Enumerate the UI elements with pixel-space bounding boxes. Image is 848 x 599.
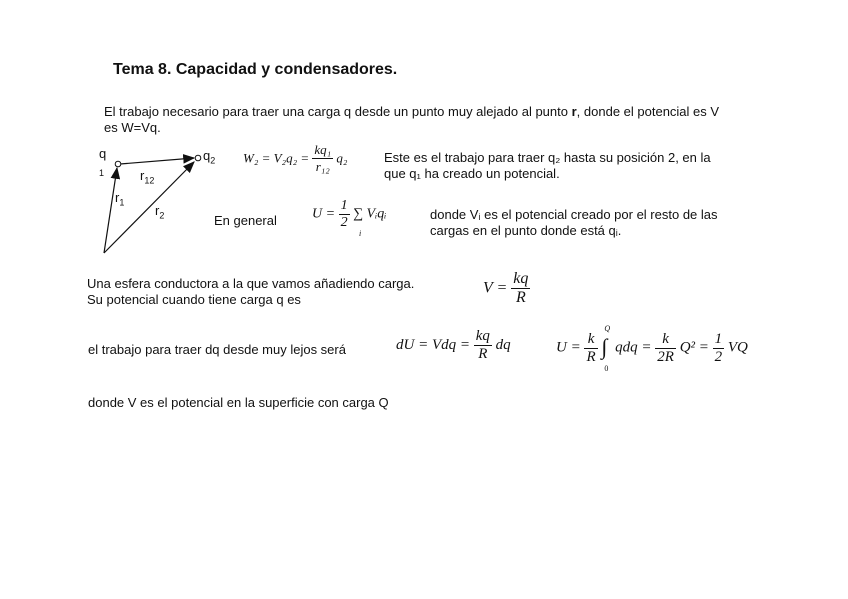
r12-arrow <box>120 158 194 164</box>
eq-uint-end: VQ <box>727 339 748 356</box>
page-title: Tema 8. Capacidad y condensadores. <box>113 61 398 78</box>
eq-w2-den: r₁₂ <box>315 159 330 174</box>
diagram-one-label: 1 <box>99 168 105 178</box>
diagram-q2-label: $q_2$ <box>203 148 216 166</box>
diagram-r12-label: $r_{12}$ <box>140 168 155 186</box>
general-label: En general <box>214 213 277 228</box>
eq-u-sub: i <box>359 229 362 238</box>
note2-line-2: cargas en el punto donde está qᵢ. <box>430 223 622 238</box>
eq-du-rhs: dq <box>495 337 511 353</box>
eq-uint-f2-num: k <box>655 331 676 349</box>
equation-du <box>396 328 511 363</box>
eq-w2-num: kq₁ <box>314 142 332 157</box>
eq-du-fraction <box>474 328 492 363</box>
integral-upper-limit: Q <box>604 324 611 333</box>
intro-line-2: es W=Vq. <box>104 120 161 135</box>
diagram-q-label: q <box>99 146 107 161</box>
equation-u-integral <box>556 324 748 373</box>
eq-u-fraction <box>339 198 350 231</box>
r1-arrow <box>104 168 117 253</box>
eq-w2-rhs: q₂ <box>336 150 348 166</box>
note1-line-2: que q₁ ha creado un potencial. <box>384 166 560 181</box>
eq-uint-f1-num: k <box>584 331 597 349</box>
eq-v-lhs: V = <box>483 279 508 297</box>
eq-du-den: R <box>478 346 488 362</box>
eq-uint-f3-den: 2 <box>714 348 723 365</box>
eq-uint-mid: Q² = <box>679 339 709 356</box>
eq-uint-lhs: U = <box>556 339 581 356</box>
diagram-r2-label: $r_2$ <box>155 203 165 221</box>
integral-lower-limit: 0 <box>604 364 609 373</box>
intro-text: El trabajo necesario para traer una carga q desde un punto muy alejado al punto <box>104 104 568 119</box>
eq-u-rhs: ∑ Vᵢqᵢ <box>353 206 387 222</box>
eq-uint-f3-num: 1 <box>714 330 723 347</box>
eq-w2-lhs: W₂ = V₂q₂ = <box>243 150 310 166</box>
eq-du-lhs: dU = Vdq = <box>396 337 470 353</box>
integral-sign: ∫ Q 0 <box>601 324 611 373</box>
equation-v <box>483 270 530 307</box>
eq-u-den: 2 <box>340 215 348 230</box>
eq-uint-integrand: qdq = <box>615 339 652 356</box>
eq-v-fraction <box>511 270 530 307</box>
final-text: donde V es el potencial en la superficie con carga Q <box>88 395 389 410</box>
eq-uint-fraction-1 <box>584 331 597 366</box>
equation-w2 <box>243 142 347 175</box>
eq-u-num: 1 <box>340 198 348 213</box>
eq-u-lhs: U = <box>312 206 336 222</box>
charge-q1-point <box>115 161 121 167</box>
eq-v-num: kq <box>513 270 529 287</box>
eq-v-den: R <box>515 289 526 306</box>
eq-uint-f1-den: R <box>586 348 596 365</box>
eq-uint-f2-den: 2R <box>657 348 674 365</box>
sphere-line-1: Una esfera conductora a la que vamos añadiendo carga. <box>87 276 415 291</box>
eq-uint-fraction-3 <box>713 331 725 366</box>
charge-q2-point <box>195 155 201 161</box>
intro-text-end: , donde el potencial es V <box>576 104 720 119</box>
note2-line-1: donde Vᵢ es el potencial creado por el resto de las <box>430 207 718 222</box>
eq-uint-fraction-2 <box>655 331 676 366</box>
note1-line-1: Este es el trabajo para traer q₂ hasta su posición 2, en la <box>384 150 711 165</box>
equation-u-sum <box>312 198 387 238</box>
eq-du-num: kq <box>475 328 490 344</box>
work-text: el trabajo para traer dq desde muy lejos será <box>88 342 346 357</box>
eq-w2-fraction <box>312 142 333 175</box>
intro-r: r <box>571 104 577 119</box>
sphere-line-2: Su potencial cuando tiene carga q es <box>87 292 301 307</box>
diagram-r1-label: $r_1$ <box>115 190 125 208</box>
